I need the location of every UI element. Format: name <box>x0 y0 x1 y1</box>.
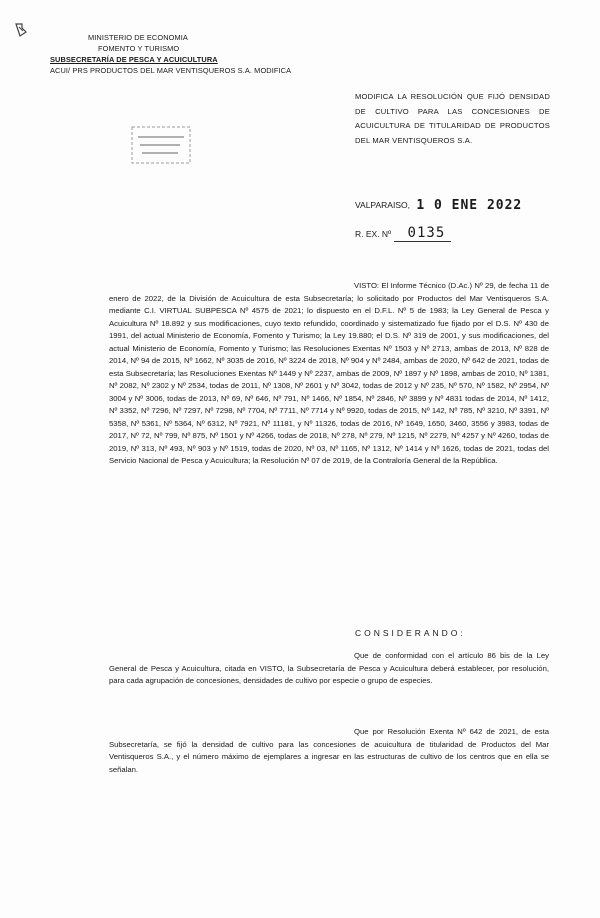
place-date-line <box>355 198 575 213</box>
issuer-header <box>50 32 310 76</box>
considerando-paragraph-2: Que por Resolución Exenta Nº 642 de 2021, de esta Subsecretaría, se fijó la densidad de cultivo para las concesiones de acuicultura de titularidad de Productos del Mar Ventisqueros S.A., y el número máximo de ejemplares a ingresar en las estructuras de cultivo de los centros que en ella se señalan. <box>109 727 549 774</box>
place-name: VALPARAISO, <box>355 199 410 210</box>
ministry-area: FOMENTO Y TURISMO <box>98 44 180 53</box>
issue-date-stamp: 1 0 ENE 2022 <box>416 198 523 213</box>
visto-paragraph: VISTO: El Informe Técnico (D.Ac.) Nº 29, de fecha 11 de enero de 2022, de la División de Acuicultura de esta Subsecretaría; lo solicitado por Productos del Mar Ventisqueros S.A. mediante C.I. VIRTUAL SUBPESCA Nº 4575 de 2021; lo dispuesto en el D.F.L. Nº 5 de 1983; la Ley General de Pesca y Acuicultura Nº 18.892 y sus modificaciones, cuyo texto refundido, coordinado y sistematizado fue fijado por el D.S. Nº 430 de 1991, del actual Ministerio de Economía, Fomento y Turismo; la Ley 19.880; el D.S. Nº 319 de 2001, y sus modificaciones, del actual Ministerio de Economía, Fomento y Turismo; las Resoluciones Exentas Nº 1503 y Nº 2713, ambas de 2013, Nº 828 de 2014, Nº 94 de 2015, Nº 1662, Nº 3035 de 2016, Nº 3224 de 2018, Nº 904 y Nº 2484, ambas de 2020, Nº 642 de 2021, todas de esta Subsecretaría; las Resoluciones Exentas Nº 1449 y Nº 2237, ambas de 2009, Nº 1897 y Nº 1898, ambas de 2010, Nº 1381, Nº 2082, Nº 2302 y Nº 2534, todas de 2011, Nº 1308, Nº 2601 y Nº 3042, todas de 2012 y Nº 235, Nº 570, Nº 1582, Nº 2954, Nº 3004 y Nº 3006, todas de 2013, Nº 69, Nº 646, Nº 791, Nº 1466, Nº 1854, Nº 2846, Nº 3899 y Nº 4831 todas de 2014, Nº 1412, Nº 3352, Nº 7296, Nº 7297, Nº 7298, Nº 7704, Nº 7711, Nº 7714 y Nº 9920, todas de 2015, Nº 142, Nº 785, Nº 3210, Nº 3391, Nº 5358, Nº 5361, Nº 5364, Nº 6312, Nº 7921, Nº 11181, y Nº 11326, todas de 2016, Nº 1649, 1650, 3460, 3556 y 3983, todas de 2017, Nº 72, Nº 799, Nº 875, Nº 1501 y Nº 4266, todas de 2018, Nº 278, Nº 279, Nº 1215, Nº 2279, Nº 4257 y Nº 4260, todas de 2019, Nº 313, Nº 493, Nº 903 y Nº 1519, todas de 2020, Nº 03, Nº 1165, Nº 1312, Nº 1414 y Nº 1626, todas de 2021, todas del Servicio Nacional de Pesca y Acuicultura; la Resolución Nº 07 de 2019, de la Contraloría General de la República. <box>109 281 549 465</box>
undersecretariat-name: SUBSECRETARÍA DE PESCA Y ACUICULTURA <box>50 55 218 64</box>
resolution-number-label: R. EX. Nº <box>355 229 392 239</box>
resolution-summary: MODIFICA LA RESOLUCIÓN QUE FIJÓ DENSIDAD DE CULTIVO PARA LAS CONCESIONES DE ACUICULTURA DE TITULARIDAD DE PRODUCTOS DEL MAR VENTISQUEROS S.A. <box>355 92 550 145</box>
file-reference: ACUI/ PRS PRODUCTOS DEL MAR VENTISQUEROS S.A. MODIFICA <box>50 66 292 75</box>
considerando-paragraph-1: Que de conformidad con el artículo 86 bis de la Ley General de Pesca y Acuicultura, citada en VISTO, la Subsecretaría de Pesca y Acuicultura deberá establecer, por resolución, para cada agrupación de concesiones, densidades de cultivo por especie o grupo de especies. <box>109 651 549 685</box>
considerando-heading: CONSIDERANDO: <box>355 628 466 638</box>
ministry-name: MINISTERIO DE ECONOMIA <box>88 33 188 42</box>
resolution-number-line <box>355 225 451 242</box>
corner-mark-icon <box>14 22 28 38</box>
office-stamp-icon <box>130 125 192 165</box>
resolution-number: 0135 <box>394 225 452 242</box>
